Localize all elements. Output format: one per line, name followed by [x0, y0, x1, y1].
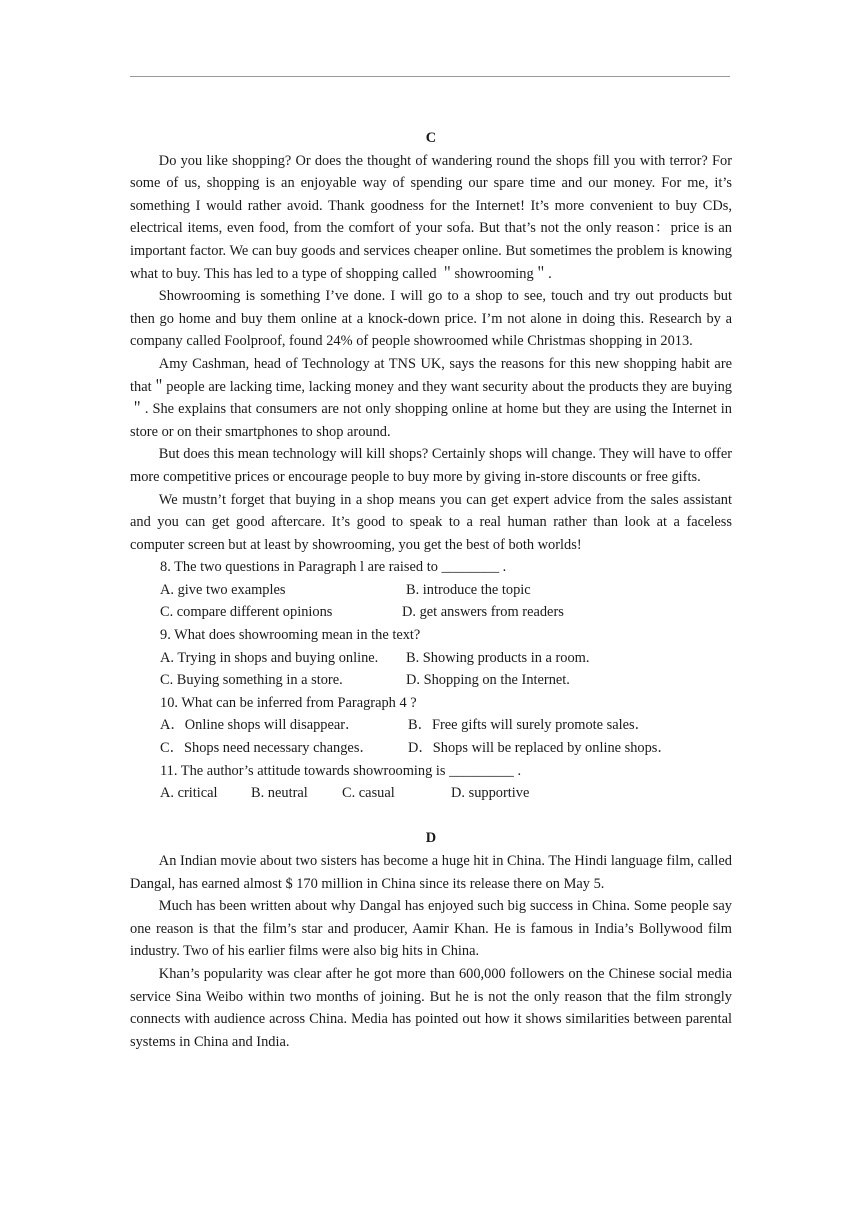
header-rule [130, 76, 730, 77]
question-10-options-row [130, 714, 732, 737]
option-b: B．Free gifts will surely promote sales． [408, 717, 650, 734]
question-8-options-row [130, 579, 732, 602]
option-a: A. give two examples [160, 581, 286, 598]
section-d-paragraph: Khan’s popularity was clear after he got more than 600,000 followers on the Chinese social media service Sina Weibo within two months of joining. But he is not the only reason that the film strongly connects with audience across China. Media has pointed out how it shows similarities between parental systems in China and India. [130, 965, 732, 1050]
section-c-paragraph: But does this mean technology will kill shops? Certainly shops will change. They will have to offer more competitive prices or encourage people to buy more by giving in-store discounts or free gifts. [130, 446, 732, 485]
question-11-options-row [130, 782, 732, 805]
option-d: D. get answers from readers [402, 604, 564, 621]
option-b: B. Showing products in a room. [406, 649, 590, 666]
question-10-stem: 10. What can be inferred from Paragraph 4 ? [160, 694, 417, 711]
section-d-paragraph: Much has been written about why Dangal has enjoyed such big success in China. Some people say one reason is that the film’s star and producer, Aamir Khan. He is famous in India’s Bollywood film industry. Two of his earlier films were also big hits in China. [130, 898, 732, 960]
option-d: D. Shopping on the Internet. [406, 672, 570, 689]
option-d: D. supportive [451, 785, 530, 802]
option-a: A．Online shops will disappear． [160, 717, 360, 734]
option-b: B. neutral [251, 785, 308, 802]
question-8-options-row [130, 601, 732, 624]
section-c-paragraph: Amy Cashman, head of Technology at TNS UK, says the reasons for this new shopping habit are that＂people are lacking time, lacking money and they want security about the products they are buying＂. She explains that consumers are not only shopping online at home but they are using the Internet in store or on their smartphones to shop around. [130, 355, 732, 440]
question-9-options-row [130, 669, 732, 692]
section-c-paragraph: We mustn’t forget that buying in a shop means you can get expert advice from the sales assistant and you can get good aftercare. It’s good to speak to a real human rather than look at a faceless computer screen but at least by showrooming, you get the best of both worlds! [130, 491, 732, 553]
section-c-paragraph: Showrooming is something I’ve done. I will go to a shop to see, touch and try out products but then go home and buy them online at a knock-down price. I’m not alone in doing this. Research by a company called Foolproof, found 24% of people showroomed while Christmas shopping in 2013. [130, 288, 732, 350]
question-9-stem: 9. What does showrooming mean in the text? [160, 627, 421, 644]
question-8-stem: 8. The two questions in Paragraph l are raised to ________ . [160, 559, 507, 576]
option-c: C. casual [342, 785, 395, 802]
section-c-heading: C [425, 130, 437, 146]
option-c: C. Buying something in a store. [160, 672, 343, 689]
option-d: D．Shops will be replaced by online shops． [408, 740, 672, 757]
question-11-stem: 11. The author’s attitude towards showrooming is _________ . [160, 762, 522, 779]
section-d-paragraph: An Indian movie about two sisters has become a huge hit in China. The Hindi language film, called Dangal, has earned almost $ 170 million in China since its release there on May 5. [130, 853, 732, 892]
option-a: A. critical [160, 785, 218, 802]
option-a: A. Trying in shops and buying online. [160, 649, 379, 666]
option-b: B. introduce the topic [406, 581, 531, 598]
section-spacer [130, 805, 732, 828]
document-body [130, 127, 732, 1053]
question-9-options-row [130, 647, 732, 670]
option-c: C. compare different opinions [160, 604, 333, 621]
question-10-options-row [130, 737, 732, 760]
option-c: C．Shops need necessary changes． [160, 740, 374, 757]
section-c-paragraph: Do you like shopping? Or does the thought of wandering round the shops fill you with terror? For some of us, shopping is an enjoyable way of spending our spare time and our money. For me, it’s something I would rather avoid. Thank goodness for the Internet! It’s more convenient to buy CDs, electrical items, even food, from the comfort of your sofa. But that’s not the only reason：price is an important factor. We can buy goods and services cheaper online. But sometimes the problem is knowing what to buy. This has led to a type of shopping called ＂showrooming＂. [130, 152, 732, 282]
section-d-heading: D [425, 830, 437, 847]
